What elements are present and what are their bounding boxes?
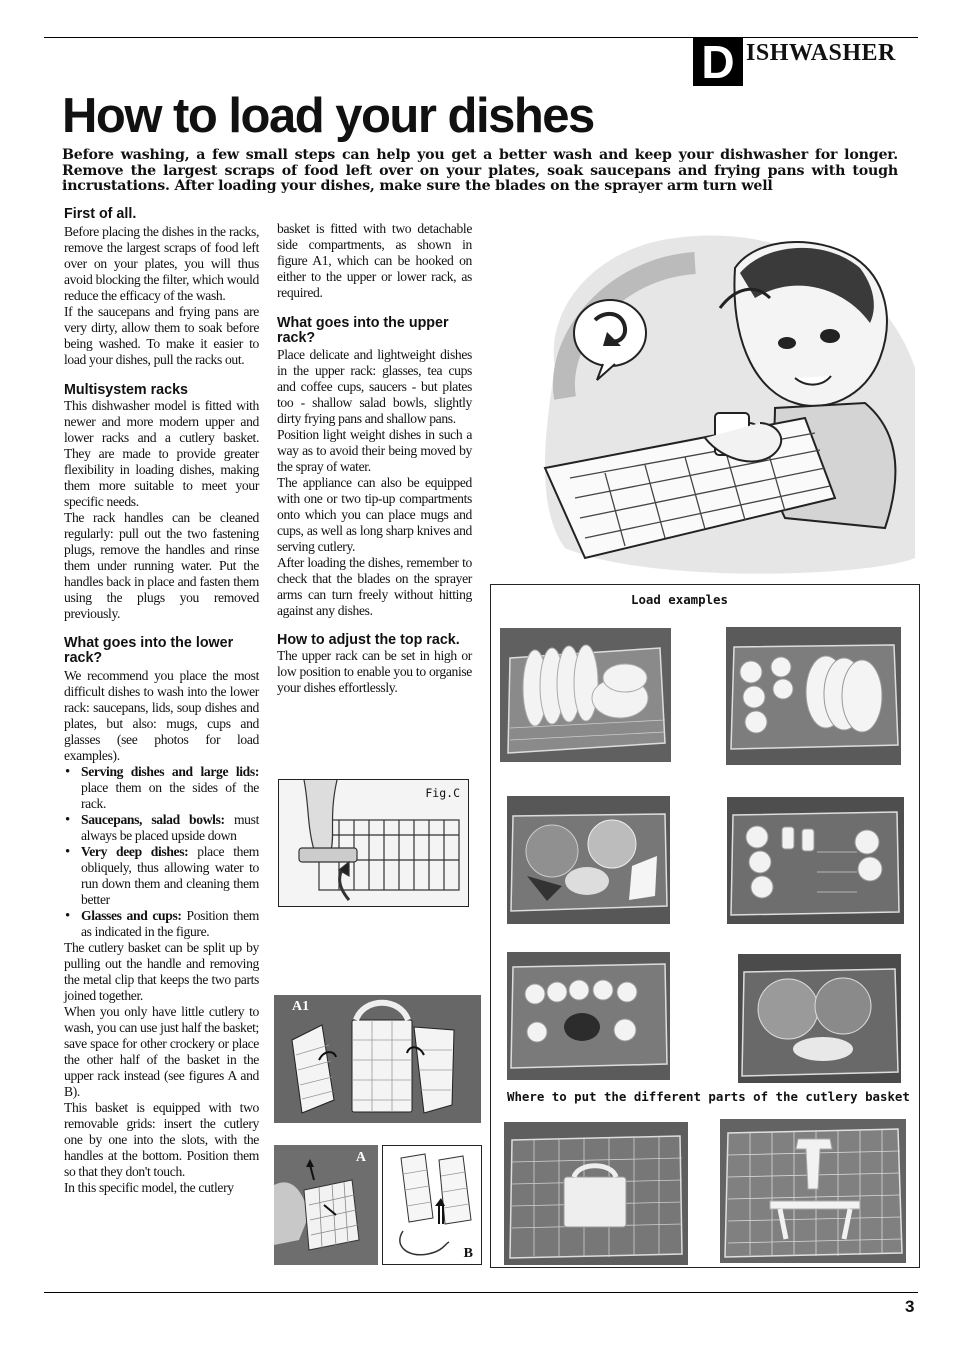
paragraph: This dishwasher model is fitted with newer and more modern upper and lower racks and a cutlery basket. They are made to provide greater flexibility in loading dishes, making them more suitable to meet your specific needs. bbox=[64, 398, 259, 509]
paragraph: Before placing the dishes in the racks, remove the largest scraps of food left over on your plates, you will thus avoid blocking the filter, which would reduce the efficacy of the wash. bbox=[64, 224, 259, 303]
heading-first-of-all: First of all. bbox=[64, 206, 137, 222]
figure-a1 bbox=[274, 995, 481, 1123]
load-photo-2 bbox=[726, 627, 901, 765]
intro-paragraph: Before washing, a few small steps can help you get a better wash and keep your dishwasher for longer. Remove the largest scraps of food left over on your plates, soak saucepans and frying pans with tough incrustations. After loading your dishes, make sure the blades on the sprayer arm turn well bbox=[62, 147, 898, 195]
bottom-rule bbox=[44, 1292, 918, 1293]
woman-loading-dishwasher-illustration bbox=[525, 228, 920, 583]
cartoon-illustration bbox=[525, 228, 920, 583]
lower-rack-pots-bowls-photo bbox=[507, 796, 670, 924]
figure-c bbox=[278, 779, 469, 907]
paragraph: If the saucepans and frying pans are very dirty, allow them to soak before being washed. To make it easier to load your dishes, pull the racks out. bbox=[64, 304, 259, 367]
list-item: • Very deep dishes: place them obliquely, thus allowing water to run down them and cleaning them better bbox=[64, 844, 259, 908]
lower-rack-cutlery-basket-photo bbox=[504, 1122, 688, 1265]
heading-multisystem-racks: Multisystem racks bbox=[64, 382, 188, 398]
figure-a1-label: A1 bbox=[292, 999, 310, 1014]
list-item: • Serving dishes and large lids: place them on the sides of the rack. bbox=[64, 764, 259, 812]
lower-rack-saucepans-photo bbox=[738, 954, 901, 1083]
load-photo-3 bbox=[507, 796, 670, 924]
load-photo-4 bbox=[727, 797, 904, 924]
lower-rack-list bbox=[64, 764, 259, 940]
column-1 bbox=[64, 207, 259, 1196]
paragraph: We recommend you place the most difficult dishes to wash into the lower rack: saucepans, lids, soup dishes and plates, but also: mugs, cups and glasses (see photos for load examples). bbox=[64, 668, 259, 763]
section-initial-badge: D bbox=[693, 38, 743, 86]
list-item: • Saucepans, salad bowls: must always be placed upside down bbox=[64, 812, 259, 844]
heading-adjust-top-rack: How to adjust the top rack. bbox=[277, 632, 460, 648]
list-item: • Glasses and cups: Position them as indicated in the figure. bbox=[64, 908, 259, 940]
paragraph: When you only have little cutlery to wash, you can use just half the basket; save space for other crockery or place the other half of the basket in the upper rack instead (see figures A and B). bbox=[64, 1004, 259, 1099]
figure-c-label: Fig.C bbox=[425, 786, 460, 800]
top-rule bbox=[44, 37, 918, 38]
load-examples-panel bbox=[490, 584, 920, 1268]
paragraph: After loading the dishes, remember to check that the blades on the sprayer arms can turn freely without hitting against any dishes. bbox=[277, 555, 472, 618]
paragraph: Place delicate and lightweight dishes in the upper rack: glasses, tea cups and coffee cups, saucers - but plates too - shallow salad bowls, slightly dirty frying pans and shallow pans. bbox=[277, 347, 472, 426]
heading-lower-rack: What goes into the lower rack? bbox=[64, 635, 234, 666]
upper-rack-mixed-photo bbox=[507, 952, 670, 1080]
paragraph: In this specific model, the cutlery bbox=[64, 1180, 234, 1195]
load-photo-1 bbox=[500, 628, 671, 762]
lower-rack-plates-photo bbox=[500, 628, 671, 762]
upper-rack-cups-glasses-photo bbox=[727, 797, 904, 924]
figure-a bbox=[274, 1145, 378, 1265]
paragraph: The rack handles can be cleaned regularly: pull out the two fastening plugs, remove the handles and rinse them under running water. Put the handles back in place and fasten them using the plugs you removed previously. bbox=[64, 510, 259, 621]
load-examples-caption: Load examples bbox=[631, 592, 728, 607]
figure-a-label: A bbox=[355, 1150, 366, 1165]
paragraph: The appliance can also be equipped with one or two tip-up compartments onto which you can place mugs and cups, as well as long sharp knives and serving cutlery. bbox=[277, 475, 472, 554]
load-photo-5 bbox=[507, 952, 670, 1080]
load-photo-6 bbox=[738, 954, 901, 1083]
figure-b bbox=[382, 1145, 482, 1265]
upper-rack-cups-plates-photo bbox=[726, 627, 901, 765]
section-title: ISHWASHER bbox=[746, 40, 896, 66]
heading-upper-rack: What goes into the upper rack? bbox=[277, 315, 449, 346]
page-title: How to load your dishes bbox=[62, 89, 594, 143]
figure-b-label: B bbox=[463, 1246, 473, 1261]
cutlery-photo-2 bbox=[720, 1119, 906, 1263]
cutlery-photo-1 bbox=[504, 1122, 688, 1265]
cutlery-basket-caption: Where to put the different parts of the cutlery basket bbox=[507, 1089, 910, 1104]
paragraph: This basket is equipped with two removable grids: insert the cutlery one by one into the slots, with the handles at the bottom. Position them so that they don't touch. bbox=[64, 1100, 259, 1179]
paragraph: The upper rack can be set in high or low position to enable you to organise your dishes effortlessly. bbox=[277, 648, 472, 695]
paragraph: Position light weight dishes in such a way as to avoid their being moved by the spray of water. bbox=[277, 427, 472, 474]
paragraph: basket is fitted with two detachable side compartments, as shown in figure A1, which can be hooked on either to the upper or lower rack, as required. bbox=[277, 221, 472, 300]
page-number: 3 bbox=[905, 1297, 915, 1316]
upper-rack-cutlery-compartments-photo bbox=[720, 1119, 906, 1263]
paragraph: The cutlery basket can be split up by pulling out the handle and removing the metal clip that keeps the two parts joined together. bbox=[64, 940, 259, 1003]
column-2 bbox=[277, 221, 472, 696]
